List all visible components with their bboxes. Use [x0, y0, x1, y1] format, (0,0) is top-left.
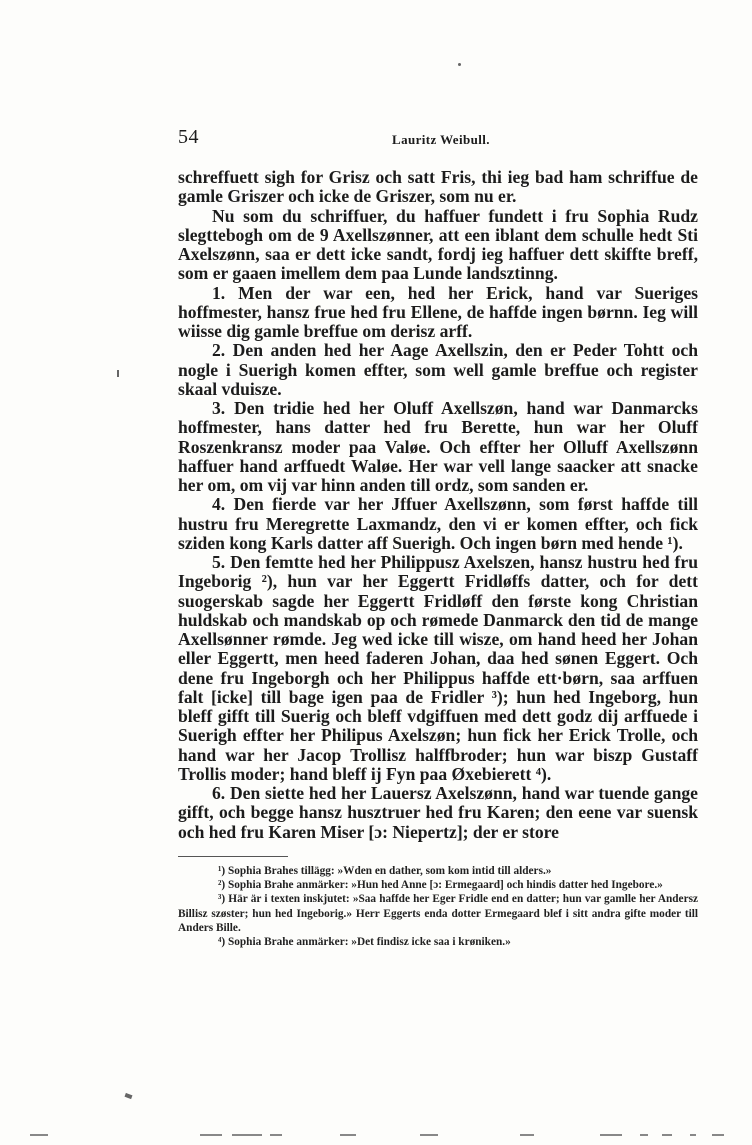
footnote: ¹) Sophia Brahes tillägg: »Wden en dather, som kom intid till alders.» — [218, 865, 552, 877]
paragraph: 6. Den siette hed her Lauersz Axelszønn, hand war tuende gange gifft, och begge hansz husztruer hed fru Karen; den eene var suensk och hed fru Karen Miser [ɔ: Niepertz]; der er store — [178, 783, 698, 842]
footnote-divider — [178, 856, 288, 857]
paragraph: Nu som du schriffuer, du haffuer fundett i fru Sophia Rudz slegttebogh om de 9 Axellszønner, att een iblant dem schulle hedt Sti Axelszønn, saa er dett icke sandt, fordj ieg haffuer dett skiffte breff, som er gaaen imellem dem paa Lunde landsztinng. — [178, 205, 698, 284]
margin-mark — [117, 370, 119, 377]
footnote: ³) Här är i texten inskjutet: »Saa haffde her Eger Fridle end en datter; hun var gamlle her Andersz Billisz szøster; hun hed Ingeborig.» Herr Eggerts enda dotter Ermegaard blef i sitt andra gifte moder till Anders Bille. — [178, 893, 698, 934]
paragraph: schreffuett sigh for Grisz och satt Fris, thi ieg bad ham schriffue de gamle Griszer och icke de Griszer, som nu er. — [178, 167, 698, 207]
paragraph: 4. Den fierde var her Jffuer Axellszønn, som først haffde till hustru fru Meregrette Laxmandz, den vi er komen effter, och fick sziden kong Karls datter aff Suerigh. Och ingen børn med hende ¹). — [178, 494, 698, 553]
body-text — [178, 168, 698, 842]
page-number: 54 — [178, 126, 199, 148]
paragraph: 2. Den anden hed her Aage Axellszin, den er Peder Tohtt och nogle i Suerigh komen effter, som well gamle breffue och register skaal vduisze. — [178, 340, 698, 399]
print-speck — [125, 1093, 133, 1099]
scan-edge-marks — [0, 1134, 752, 1138]
paragraph: 1. Men der war een, hed her Erick, hand var Sueriges hoffmester, hansz frue hed fru Ellene, de haffde ingen børnn. Ieg will wiisse dig gamle breffue om derisz arff. — [178, 282, 698, 341]
footnotes — [178, 864, 698, 949]
print-speck — [458, 63, 461, 66]
page-header — [178, 126, 698, 152]
paragraph: 3. Den tridie hed her Oluff Axellszøn, hand war Danmarcks hoffmester, hans datter hed fru Berette, hun war her Oluff Roszenkransz moder paa Valøe. Och effter her Olluff Axellszønn haffuer hand arffuedt Waløe. Her war vell lange saacker att snacke her om, om vij var hinn anden till ordz, som sanden er. — [178, 398, 698, 495]
paragraph: 5. Den femtte hed her Philippusz Axelszen, hansz hustru hed fru Ingeborig ²), hun var her Eggertt Fridløffs datter, och for dett suogerskab sagde her Eggertt Fridløff den første kong Christian huldskab och mandskab op och rømede Danmarck den tid de mange Axellsønner rømde. Jeg wed icke till wisze, om hand heed her Johan eller Eggertt, men heed faderen Johan, daa hed sønen Eggert. Och dene fru Ingeborgh och her Philippus haffde ett·børn, saa arffuen falt [icke] till bage igen paa de Fridler ³); hun hed Ingeborg, hun bleff gifft till Suerig och bleff vdgiffuen med dett godz dij arffuede i Suerigh effter her Philipus Axelszøn; hun fick her Erick Trolle, och hand war her Jacop Trollisz halffbroder; hun war biszp Gustaff Trollis moder; hand bleff ij Fyn paa Øxebierett ⁴). — [178, 552, 698, 784]
running-head: Lauritz Weibull. — [392, 132, 490, 147]
footnote: ²) Sophia Brahe anmärker: »Hun hed Anne [ɔ: Ermegaard] och hindis datter hed Ingebore.» — [218, 879, 663, 892]
footnote: ⁴) Sophia Brahe anmärker: »Det findisz icke saa i krøniken.» — [218, 936, 511, 949]
